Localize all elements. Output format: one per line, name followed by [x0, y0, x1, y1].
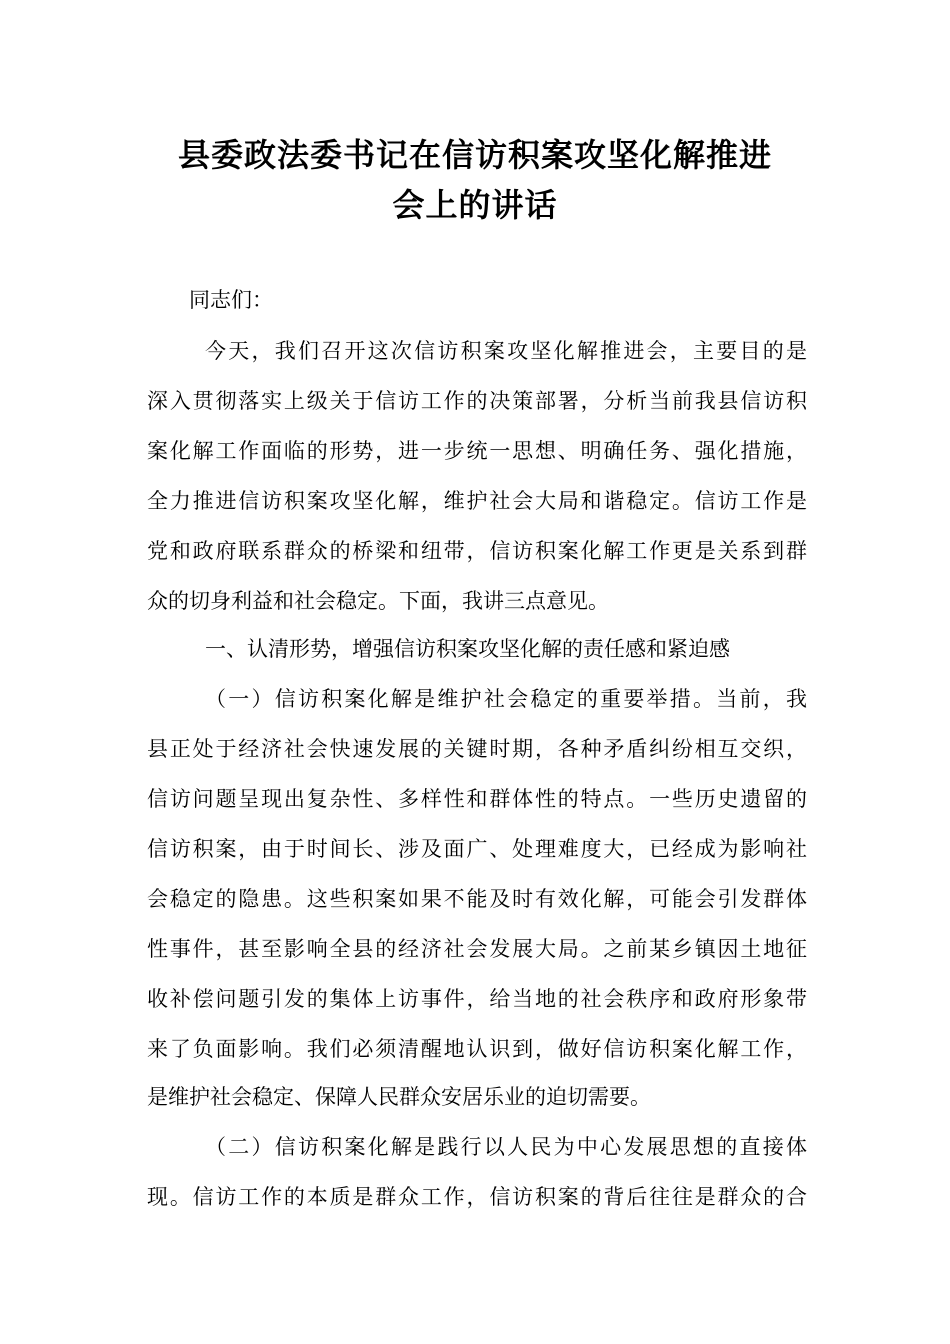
paragraph-line: 来了负面影响。我们必须清醒地认识到，做好信访积案化解工作，	[147, 1037, 807, 1061]
paragraph-line: 收补偿问题引发的集体上访事件，给当地的社会秩序和政府形象带	[147, 987, 807, 1011]
paragraph-line: 性事件，甚至影响全县的经济社会发展大局。之前某乡镇因土地征	[147, 937, 807, 961]
title-line-1: 县委政法委书记在信访积案攻坚化解推进	[177, 136, 772, 174]
paragraph-line: 是维护社会稳定、保障人民群众安居乐业的迫切需要。	[147, 1085, 651, 1109]
paragraph-line: （一）信访积案化解是维护社会稳定的重要举措。当前，我	[205, 687, 807, 711]
paragraph-line: 会稳定的隐患。这些积案如果不能及时有效化解，可能会引发群体	[147, 887, 807, 911]
paragraph-line: 今天，我们召开这次信访积案攻坚化解推进会，主要目的是	[205, 339, 807, 363]
section-heading: 一、认清形势，增强信访积案攻坚化解的责任感和紧迫感	[205, 637, 730, 661]
paragraph-line: 全力推进信访积案攻坚化解，维护社会大局和谐稳定。信访工作是	[147, 489, 807, 513]
paragraph-line: 信访积案，由于时间长、涉及面广、处理难度大，已经成为影响社	[147, 837, 807, 861]
paragraph-line: 现。信访工作的本质是群众工作，信访积案的背后往往是群众的合	[147, 1185, 807, 1209]
paragraph-line: 党和政府联系群众的桥梁和纽带，信访积案化解工作更是关系到群	[147, 539, 807, 563]
paragraph-line: 深入贯彻落实上级关于信访工作的决策部署，分析当前我县信访积	[147, 389, 807, 413]
paragraph-line: 县正处于经济社会快速发展的关键时期，各种矛盾纠纷相互交织，	[147, 737, 807, 761]
paragraph-line: （二）信访积案化解是践行以人民为中心发展思想的直接体	[205, 1135, 807, 1159]
document-title	[130, 130, 820, 230]
paragraph-line: 信访问题呈现出复杂性、多样性和群体性的特点。一些历史遗留的	[147, 787, 807, 811]
paragraph-line: 众的切身利益和社会稳定。下面，我讲三点意见。	[147, 589, 609, 613]
paragraph-line: 案化解工作面临的形势，进一步统一思想、明确任务、强化措施，	[147, 439, 807, 463]
salutation: 同志们：	[189, 288, 273, 312]
title-line-2: 会上的讲话	[392, 186, 558, 224]
